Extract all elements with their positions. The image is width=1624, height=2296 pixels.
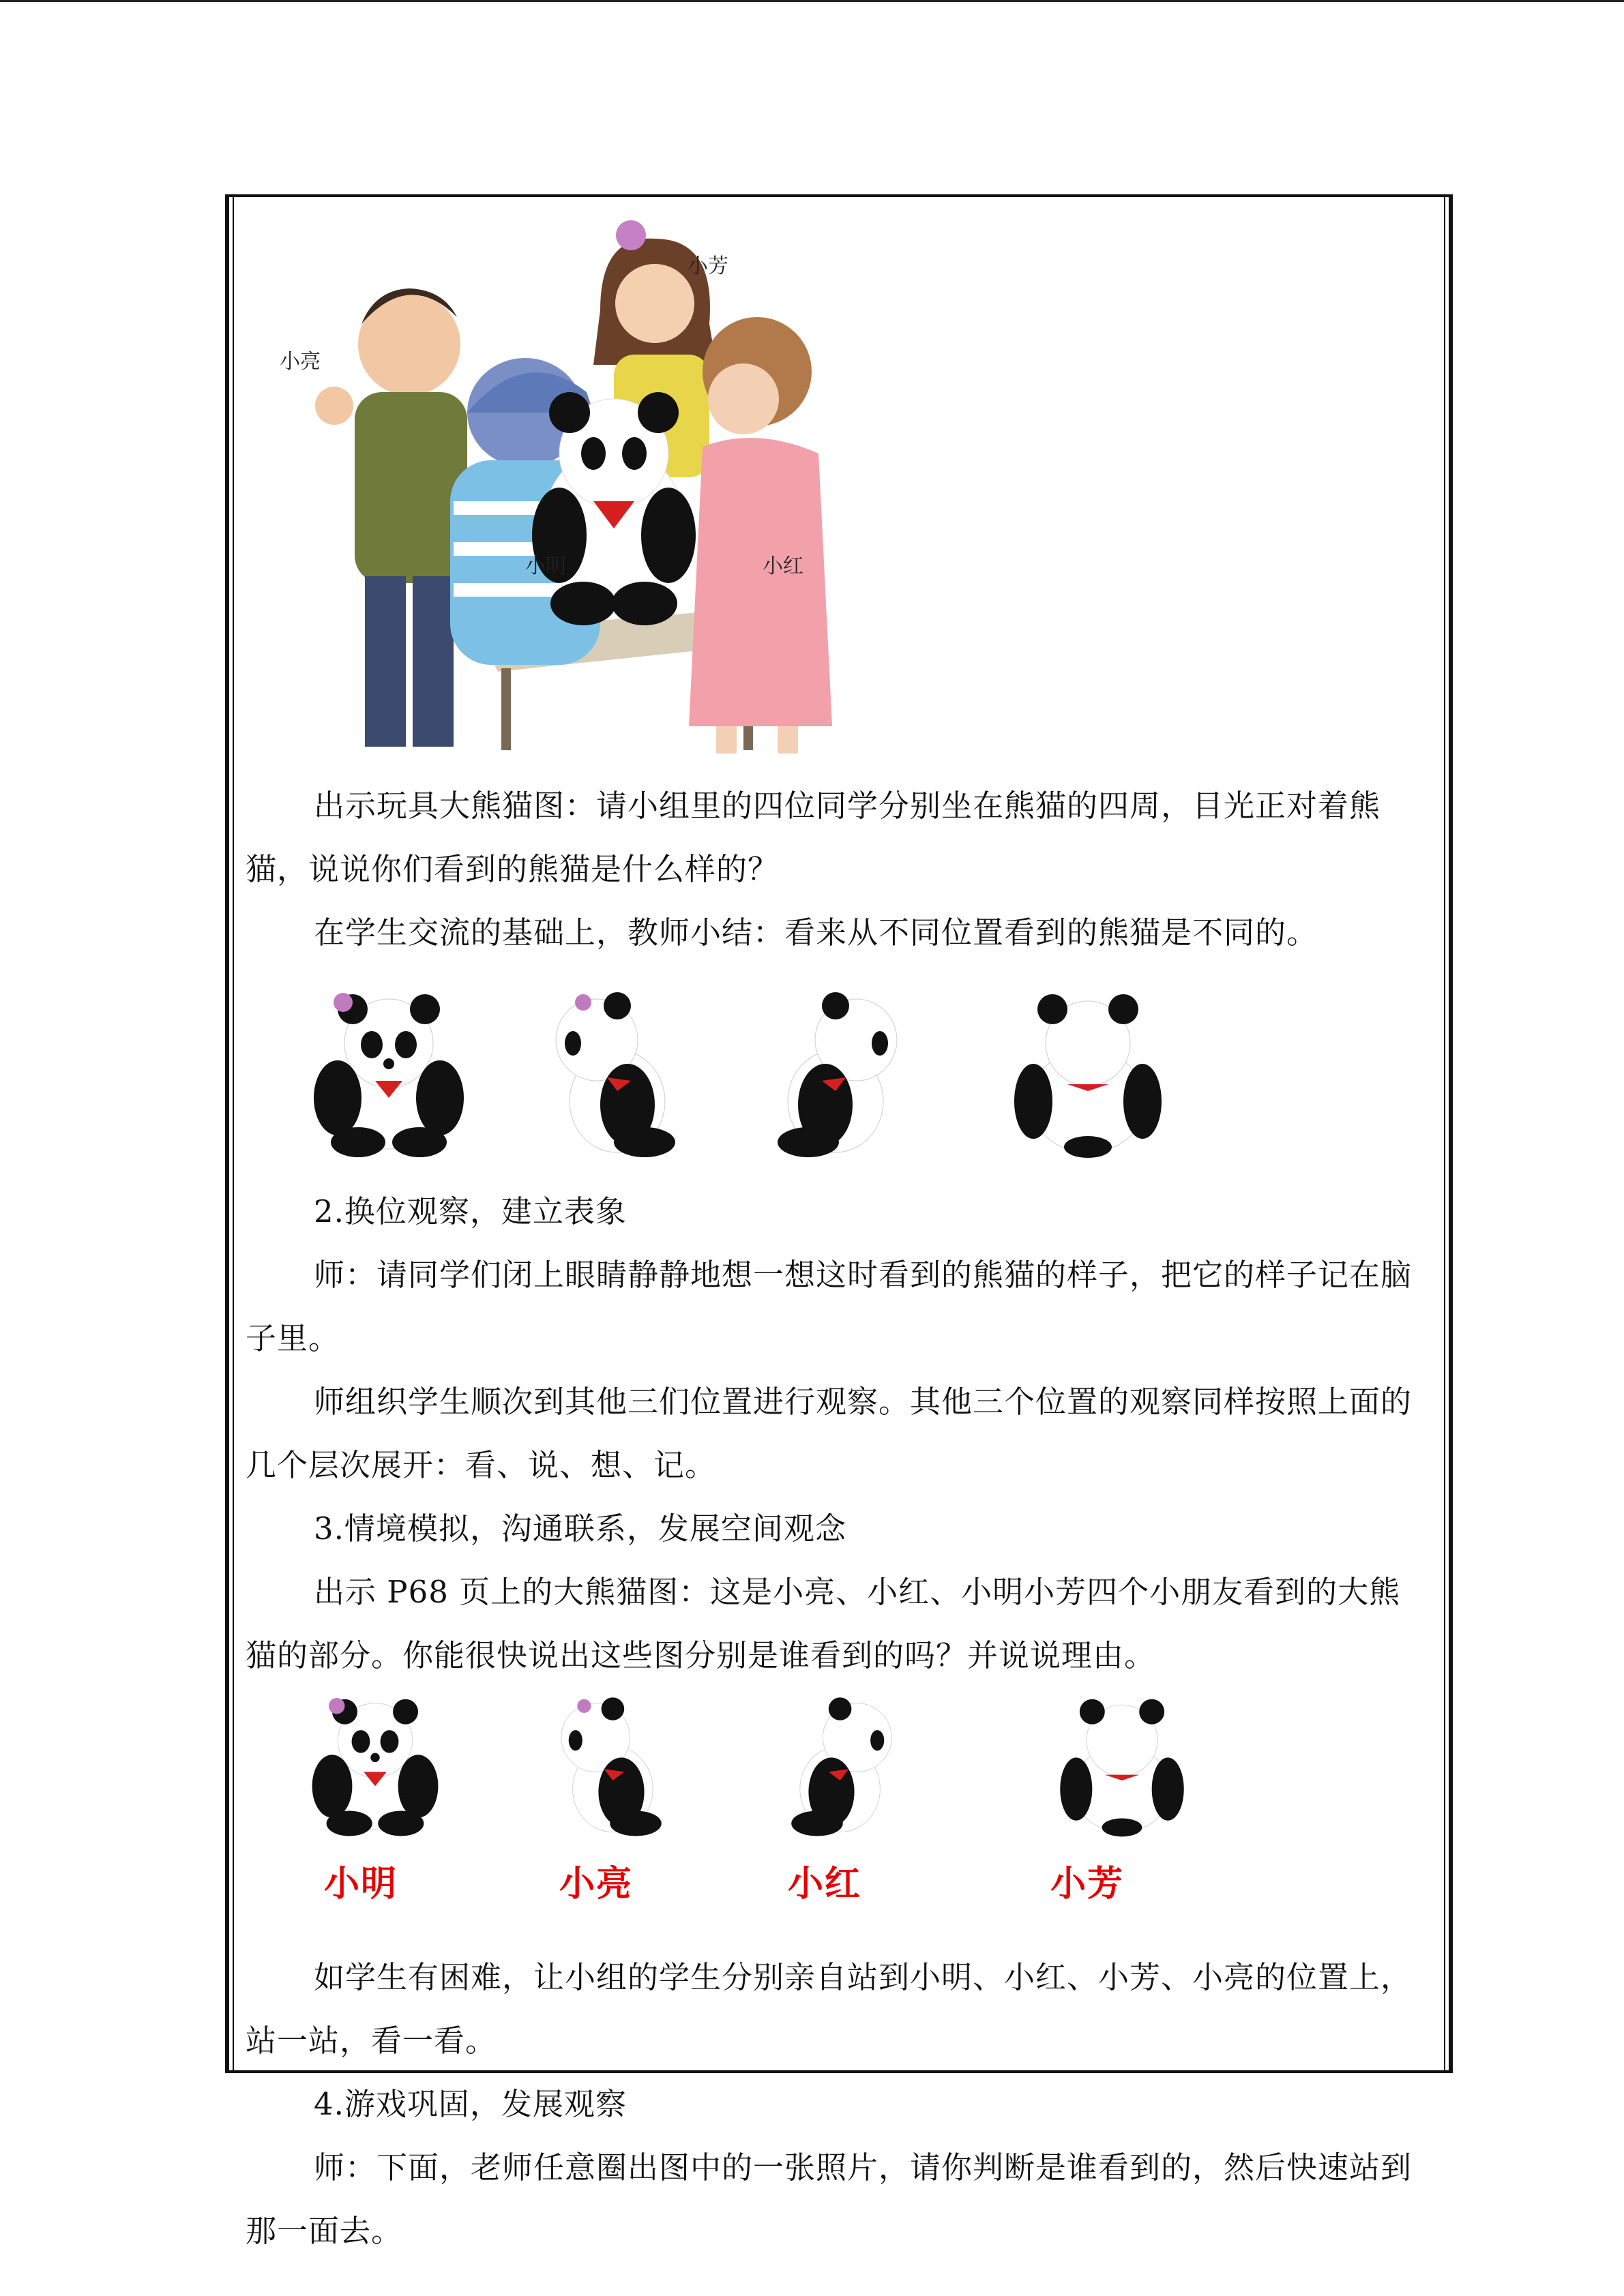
paragraph-teacher-summary: 在学生交流的基础上，教师小结：看来从不同位置看到的熊猫是不同的。 [314, 914, 1318, 951]
paragraph-show-p68: 出示 P68 页上的大熊猫图：这是小亮、小红、小明小芳四个小朋友看到的大熊猫的部分。你能很快说出这些图分别是谁看到的吗？并说说理由。 [246, 1574, 1401, 1673]
children-panda-scene [307, 208, 900, 767]
paragraph-show-panda: 出示玩具大熊猫图：请小组里的四位同学分别坐在熊猫的四周，目光正对着熊猫，说说你们看到的熊猫是什么样的？ [246, 788, 1381, 887]
label-xiaoliang: 小亮 [280, 350, 321, 374]
panda-left-side-icon [542, 989, 679, 1159]
children-panda-illustration [280, 208, 900, 767]
heading-swap-position: 2.换位观察，建立表象 [314, 1193, 627, 1229]
label-xiaoming: 小明 [525, 554, 566, 578]
answer-label-xiaofang: 小芳 [1050, 1863, 1125, 1905]
panda-front-icon [310, 989, 467, 1159]
panda-views-row-2 [246, 1695, 1432, 1913]
paragraph-organize-students: 师组织学生顺次到其他三们位置进行观察。其他三个位置的观察同样按照上面的几个层次展开：看、说、想、记。 [246, 1384, 1413, 1483]
panda-front-icon [297, 1695, 454, 1838]
heading-game: 4.游戏巩固，发展观察 [314, 2086, 627, 2122]
frame-border-right-inner [1444, 194, 1445, 2073]
paragraph-teacher-circle-photo: 师：下面，老师任意圈出图中的一张照片，请你判断是谁看到的，然后快速站到那一面去。 [246, 2149, 1413, 2249]
frame-border-left [225, 194, 229, 2073]
panda-right-side-icon [774, 989, 911, 1159]
frame-border-left-inner [233, 194, 234, 2073]
panda-back-icon [1013, 989, 1163, 1159]
panda-right-side-icon [778, 1695, 914, 1838]
answer-label-xiaoming: 小明 [324, 1863, 398, 1905]
paragraph-block-1 [246, 774, 1429, 964]
answer-label-xiaoliang: 小亮 [559, 1863, 634, 1905]
page-top-rule [0, 0, 1624, 2]
panda-back-icon [1044, 1695, 1200, 1838]
heading-scenario: 3.情境模拟，沟通联系，发展空间观念 [314, 1510, 846, 1547]
paragraph-block-3 [246, 1945, 1429, 2263]
label-xiaofang: 小芳 [688, 254, 728, 278]
lesson-content [246, 194, 1432, 2249]
paragraph-close-eyes: 师：请同学们闭上眼睛静静地想一想这时看到的熊猫的样子，把它的样子记在脑子里。 [246, 1257, 1413, 1356]
paragraph-if-difficult: 如学生有困难，让小组的学生分别亲自站到小明、小红、小芳、小亮的位置上，站一站，看一看。 [246, 1959, 1413, 2059]
label-xiaohong: 小红 [763, 554, 803, 578]
panda-views-row-1 [246, 989, 1432, 1166]
paragraph-block-2 [246, 1180, 1429, 1687]
frame-border-right [1449, 194, 1453, 2073]
answer-label-xiaohong: 小红 [788, 1863, 862, 1905]
panda-left-side-icon [539, 1695, 675, 1838]
lesson-table-frame [225, 194, 1453, 2249]
